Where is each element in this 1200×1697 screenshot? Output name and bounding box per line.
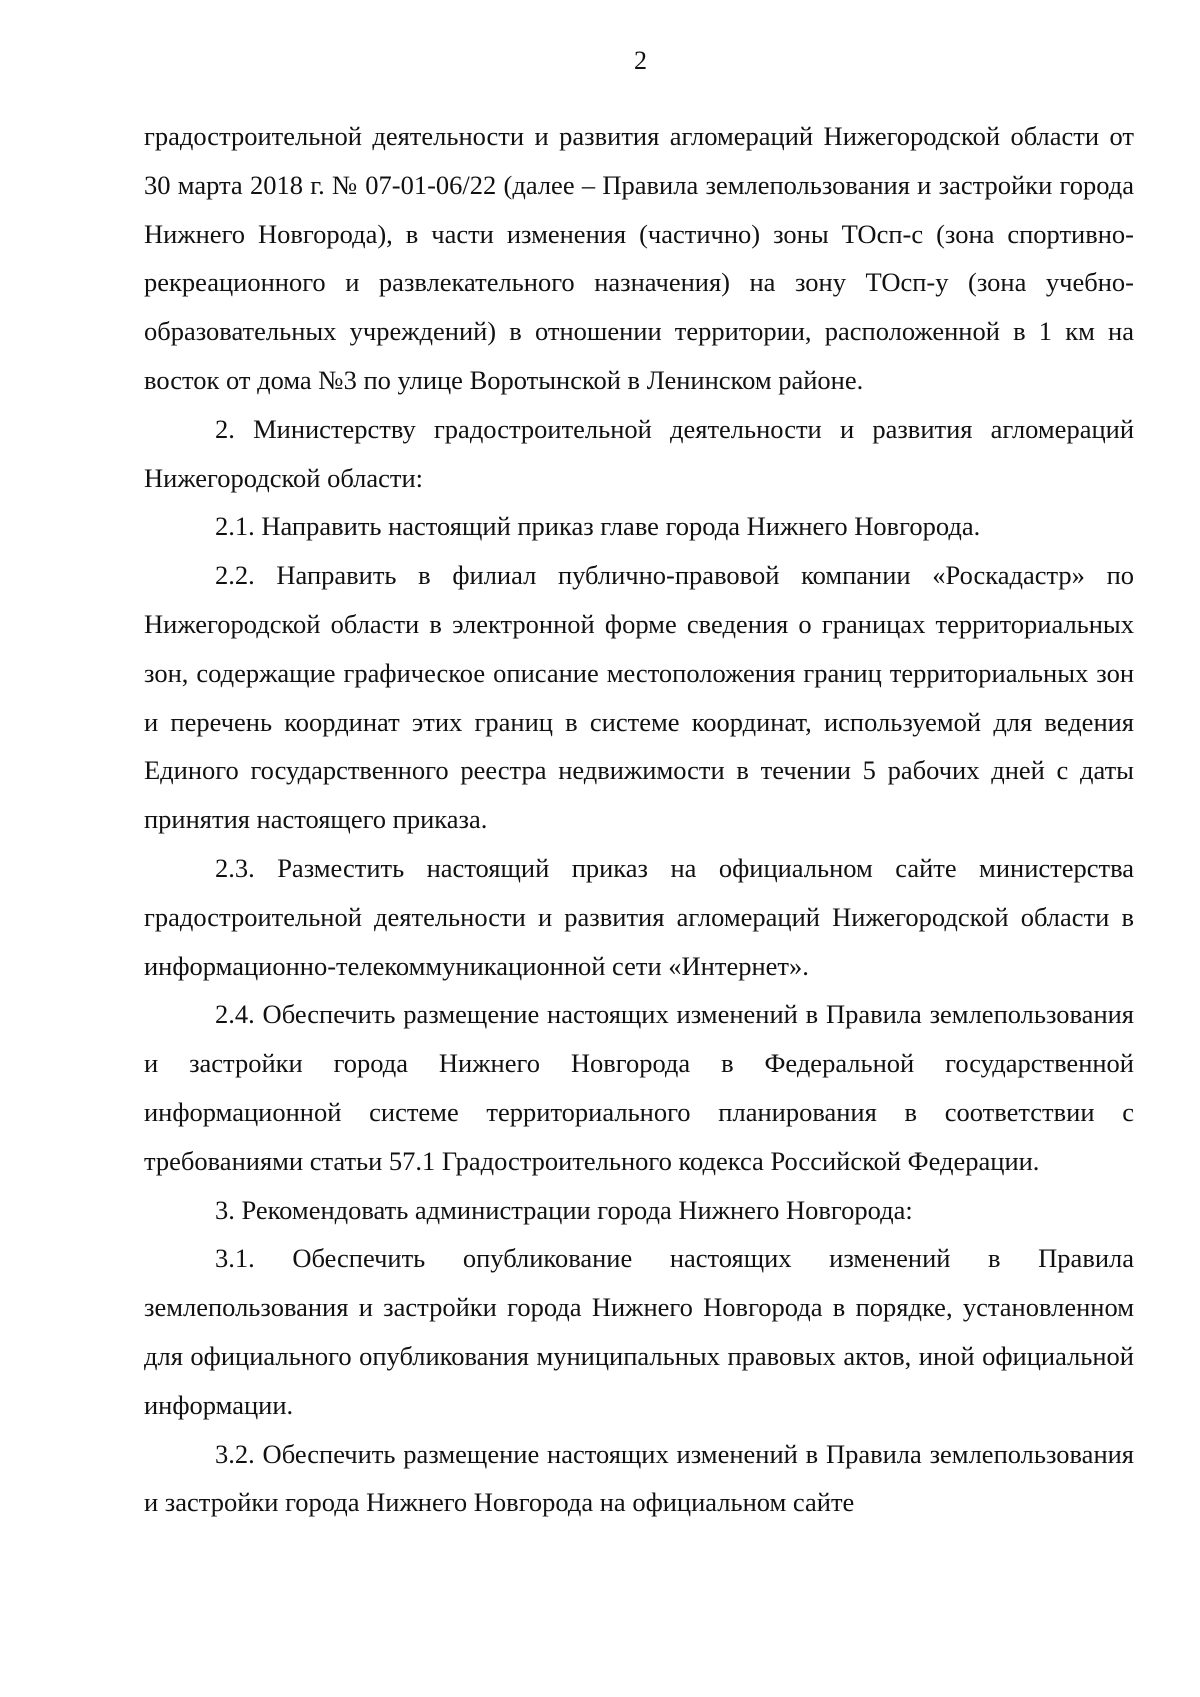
document-body: [144, 112, 1134, 1527]
paragraph-intro-continuation: градостроительной деятельности и развития агломераций Нижегородской области от 30 марта 2018 г. № 07-01-06/22 (далее – Правила землепользования и застройки города Нижнего Новгорода), в части изменения (частично) зоны ТОсп-с (зона спортивно-рекреационного и развлекательного назначения) на зону ТОсп-у (зона учебно-образовательных учреждений) в отношении территории, расположенной в 1 км на восток от дома №3 по улице Воротынской в Ленинском районе.: [144, 121, 1134, 395]
paragraph-2-1: 2.1. Направить настоящий приказ главе города Нижнего Новгорода.: [215, 511, 981, 542]
paragraph-3: 3. Рекомендовать администрации города Нижнего Новгорода:: [215, 1194, 913, 1225]
page-number: 2: [634, 46, 647, 75]
paragraph-2: 2. Министерству градостроительной деятельности и развития агломераций Нижегородской области:: [144, 413, 1134, 493]
paragraph-2-3: 2.3. Разместить настоящий приказ на официальном сайте министерства градостроительной деятельности и развития агломераций Нижегородской области в информационно-телекоммуникационной сети «Интернет».: [144, 852, 1134, 981]
paragraph-2-2: 2.2. Направить в филиал публично-правовой компании «Роскадастр» по Нижегородской области в электронной форме сведения о границах территориальных зон, содержащие графическое описание местоположения границ территориальных зон и перечень координат этих границ в системе координат, используемой для ведения Единого государственного реестра недвижимости в течении 5 рабочих дней с даты принятия настоящего приказа.: [144, 560, 1134, 835]
paragraph-3-2: 3.2. Обеспечить размещение настоящих изменений в Правила землепользования и застройки города Нижнего Новгорода на официальном сайте: [144, 1438, 1134, 1518]
paragraph-2-4: 2.4. Обеспечить размещение настоящих изменений в Правила землепользования и застройки города Нижнего Новгорода в Федеральной государственной информационной системе территориального планирования в соответствии с требованиями статьи 57.1 Градостроительного кодекса Российской Федерации.: [144, 999, 1134, 1176]
paragraph-3-1: 3.1. Обеспечить опубликование настоящих изменений в Правила землепользования и застройки города Нижнего Новгорода в порядке, установленном для официального опубликования муниципальных правовых актов, иной официальной информации.: [144, 1243, 1134, 1420]
